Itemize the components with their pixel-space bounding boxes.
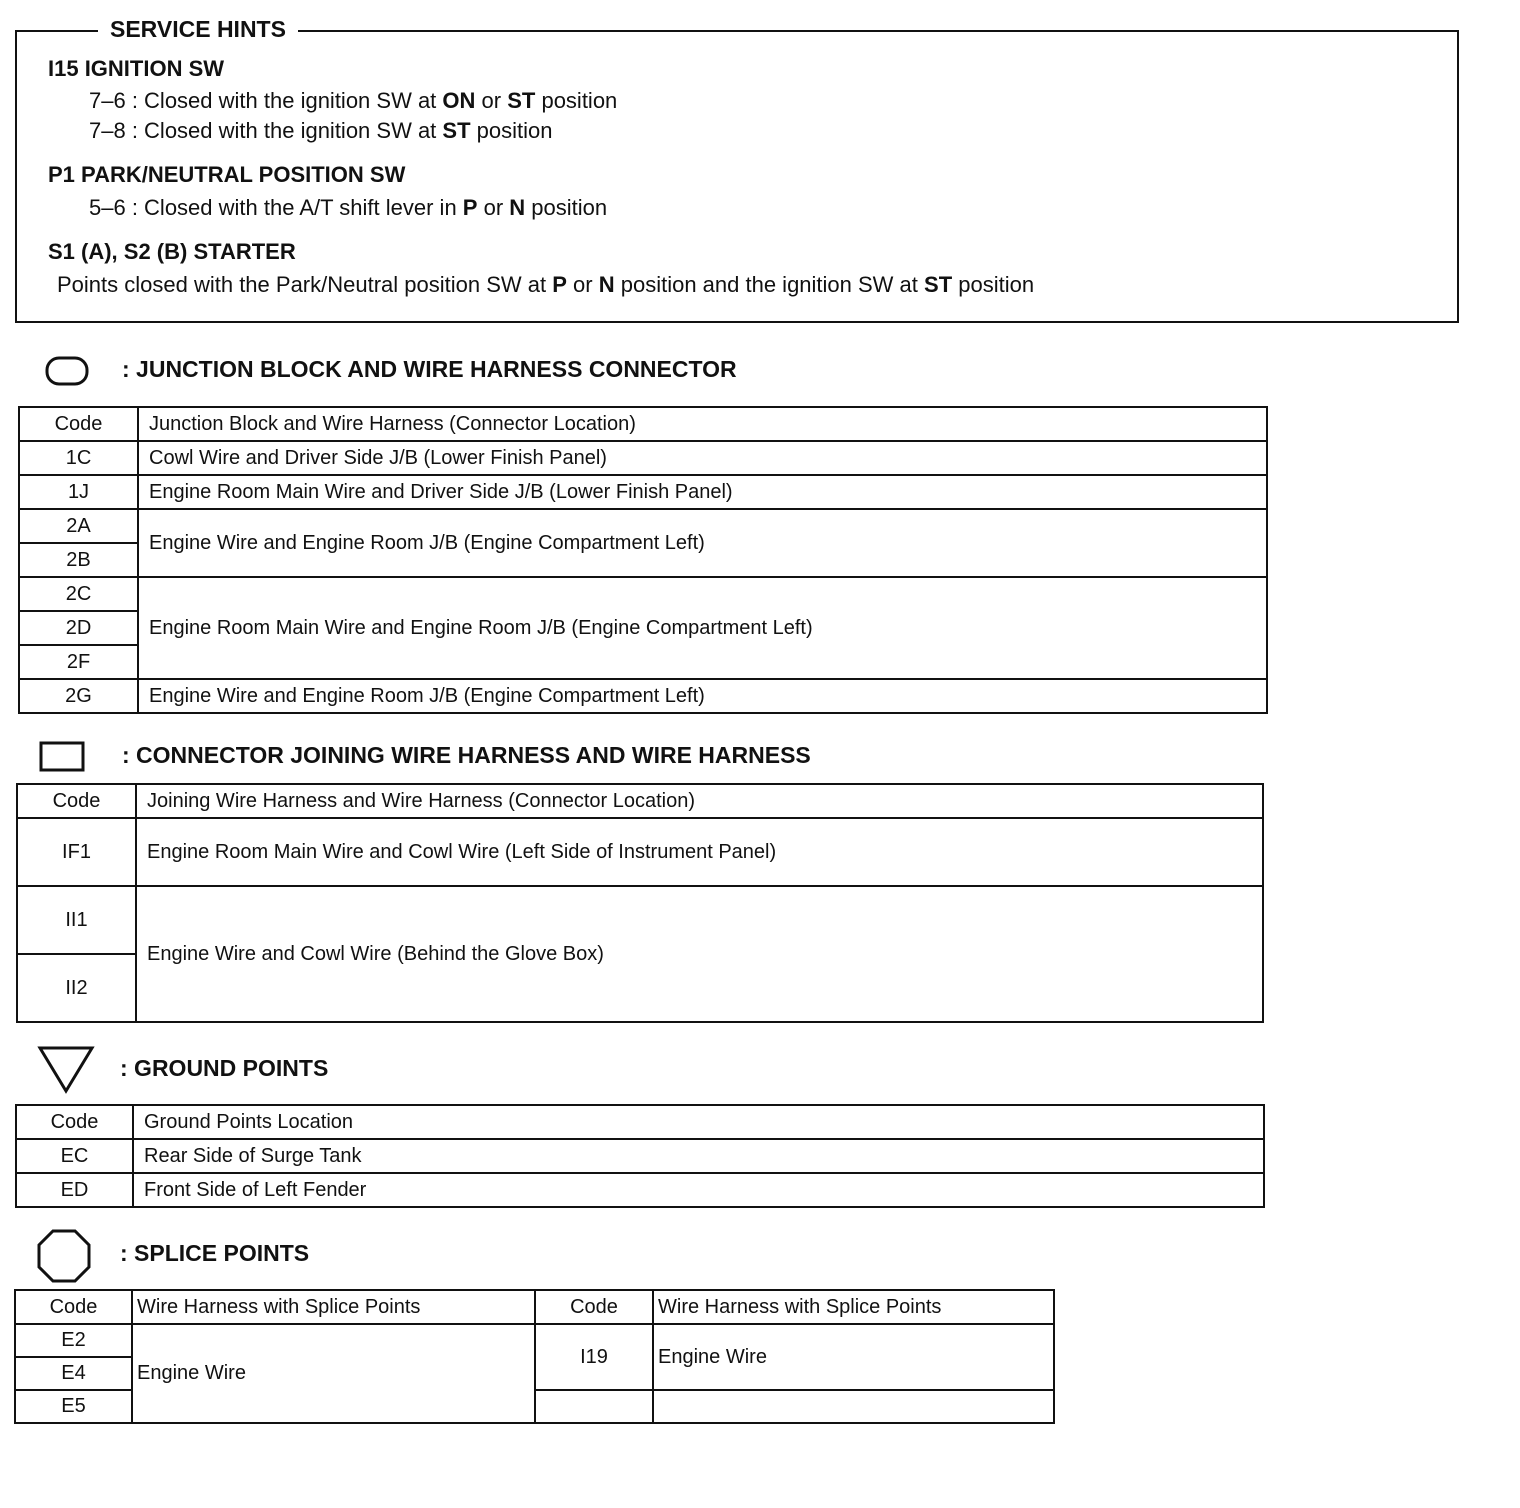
table-row [19,441,1267,475]
hint-heading-starter: S1 (A), S2 (B) STARTER [48,239,296,264]
code-cell: 2C [19,577,138,611]
ground-heading: : GROUND POINTS [120,1055,329,1081]
octagon-icon [36,1228,92,1284]
ground-table [15,1104,1265,1208]
rounded-rect-icon [44,354,92,390]
desc-cell: Front Side of Left Fender [133,1173,1264,1207]
splice-heading: : SPLICE POINTS [120,1240,310,1266]
hint-text: or [475,88,508,113]
column-header-code: Code [17,784,136,818]
column-header-code-right: Code [535,1290,653,1324]
code-cell: E5 [15,1390,132,1423]
code-cell: II2 [17,954,136,1022]
hint-bold: ST [507,88,536,113]
hint-text: position [525,195,608,220]
hint-bold: ON [442,88,476,113]
triangle-icon [36,1045,96,1095]
hint-text: 5–6 : Closed with the A/T shift lever in [89,195,463,220]
junction-table [18,406,1268,714]
desc-cell: Engine Wire and Engine Room J/B (Engine Compartment Left) [138,509,1267,577]
hint-text: 7–8 : Closed with the ignition SW at [89,118,443,143]
hint-bold: ST [924,272,953,297]
table-row [17,818,1263,886]
desc-cell: Engine Wire and Cowl Wire (Behind the Glove Box) [136,886,1263,1022]
table-row [19,475,1267,509]
hint-bold: N [598,272,615,297]
table-row [16,1173,1264,1207]
hint-line [57,272,1034,298]
table-row [17,886,1263,954]
hint-text: position [535,88,618,113]
column-header-desc-right: Wire Harness with Splice Points [653,1290,1054,1324]
hint-bold: ST [442,118,471,143]
table-row [16,1139,1264,1173]
splice-table [14,1289,1055,1424]
empty-cell [653,1390,1054,1423]
hint-heading-park-neutral-sw: P1 PARK/NEUTRAL POSITION SW [48,162,406,187]
connector-heading: : CONNECTOR JOINING WIRE HARNESS AND WIRE HARNESS [122,742,811,768]
code-cell: 1J [19,475,138,509]
code-cell: E4 [15,1357,132,1390]
hint-bold: P [462,195,478,220]
code-cell: 2B [19,543,138,577]
hint-line [89,118,553,144]
column-header-code: Code [16,1105,133,1139]
junction-heading: : JUNCTION BLOCK AND WIRE HARNESS CONNECTOR [122,356,737,382]
table-row [19,679,1267,713]
table-row [15,1324,1054,1357]
desc-cell-right: Engine Wire [653,1324,1054,1390]
table-header-row [16,1105,1264,1139]
hint-line [89,88,617,114]
hint-bold: P [552,272,567,297]
code-cell: 1C [19,441,138,475]
code-cell: II1 [17,886,136,954]
column-header-desc: Joining Wire Harness and Wire Harness (Connector Location) [136,784,1263,818]
hint-text: 7–6 : Closed with the ignition SW at [89,88,443,113]
desc-cell: Cowl Wire and Driver Side J/B (Lower Finish Panel) [138,441,1267,475]
hint-text: Points closed with the Park/Neutral position SW at [57,272,553,297]
table-row [19,509,1267,543]
desc-cell: Rear Side of Surge Tank [133,1139,1264,1173]
code-cell: 2A [19,509,138,543]
table-header-row [15,1290,1054,1324]
hint-line [89,195,607,221]
connector-table [16,783,1264,1023]
column-header-desc: Junction Block and Wire Harness (Connector Location) [138,407,1267,441]
code-cell: EC [16,1139,133,1173]
hint-text: or [477,195,510,220]
code-cell: 2F [19,645,138,679]
table-row [19,577,1267,611]
code-cell: 2G [19,679,138,713]
table-header-row [19,407,1267,441]
desc-cell: Engine Room Main Wire and Cowl Wire (Left Side of Instrument Panel) [136,818,1263,886]
code-cell-right: I19 [535,1324,653,1390]
hint-text: position [952,272,1035,297]
column-header-code: Code [19,407,138,441]
code-cell: IF1 [17,818,136,886]
hint-text: position and the ignition SW at [614,272,925,297]
column-header-desc: Wire Harness with Splice Points [132,1290,535,1324]
column-header-desc: Ground Points Location [133,1105,1264,1139]
code-cell: E2 [15,1324,132,1357]
desc-cell: Engine Wire [132,1324,535,1423]
hint-heading-ignition-sw: I15 IGNITION SW [48,56,225,81]
code-cell: 2D [19,611,138,645]
hint-bold: N [509,195,526,220]
code-cell: ED [16,1173,133,1207]
desc-cell: Engine Wire and Engine Room J/B (Engine Compartment Left) [138,679,1267,713]
empty-cell [535,1390,653,1423]
table-header-row [17,784,1263,818]
service-hints-title: SERVICE HINTS [98,16,298,43]
hint-text: or [566,272,599,297]
desc-cell: Engine Room Main Wire and Engine Room J/B (Engine Compartment Left) [138,577,1267,679]
rectangle-icon [38,740,88,774]
desc-cell: Engine Room Main Wire and Driver Side J/B (Lower Finish Panel) [138,475,1267,509]
column-header-code: Code [15,1290,132,1324]
hint-text: position [470,118,553,143]
